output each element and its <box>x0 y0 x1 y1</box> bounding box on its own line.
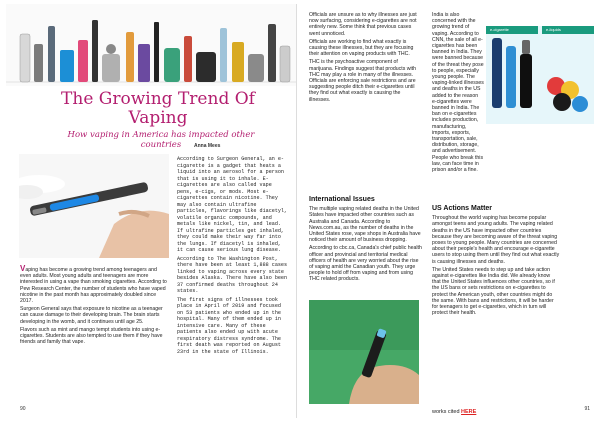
paragraph: Vaping has become a growing trend among teenagers and even adults. Most young adults and teenagers are more interested in using a vape than smoking cigarettes. According to Pew Research Center, the number of students who have vaped nicotine in the past month has approximately doubled since 2017. <box>20 264 167 305</box>
paragraph: India is also concerned with the growing trend of vaping. According to CNN, the sale of all e-cigarettes has been banned in India. They were banned because of the threat they pose to people, especially young people. The vaping-linked illnesses and deaths in the US added to the reason e-cigarettes were banned in India. The ban on e-cigarettes includes production, manufacturing, imports, exports, transportation, sale, distribution, storage, and advertisement. People who break this law, can face time in prison and/or a fine. <box>432 12 484 174</box>
section-heading-international: International Issues <box>309 196 375 203</box>
author-byline: Anna Mees <box>194 143 221 149</box>
paragraph: Officials are unsure as to why illnesses are just now surfacing, considering e-cigarettes are not entirely new. Some think that previous cases went unnoticed. <box>309 12 417 37</box>
hero-vape-illustration <box>6 4 296 86</box>
paragraph: According to The Washington Post, there have been at least 1,888 cases linked to vaping across every state besides Alaska. There have also been 37 confirmed deaths throughout 24 states. <box>177 255 288 294</box>
article-subtitle: How vaping in America has impacted other countries <box>67 130 255 150</box>
paragraph: The first signs of illnesses took place in April of 2019 and focused on 53 patients who ended up in the hospital. Many of them ended up in intensive care. Many of these patients also ended up with acute respiratory distress syndrome. The first death was reported on August 23rd in the state of Illinois. <box>177 296 281 355</box>
e-cig-photo <box>486 26 594 124</box>
tab-label: e-liquids <box>546 27 561 32</box>
title-line-1: The Growing Trend Of <box>61 89 255 109</box>
left-page <box>6 4 297 418</box>
right-column-1 <box>309 12 423 105</box>
paragraph: The multiple vaping related deaths in the United States have impacted other countries such as Australia and Canada. According to News.com.au, as the number of deaths in the United States rose, vape shops in Australia have noticed their amount of business dropping. <box>309 206 421 244</box>
works-cited <box>432 409 476 415</box>
section-heading-us-actions: US Actions Matter <box>432 205 493 212</box>
paragraph: According to cbc.ca, Canada's chief public health officer and provincial and territorial medical officers of health are very worried about the rise of vaping amid the Canadian youth. They urge people to hold off from vaping and from using THC related products. <box>309 245 422 283</box>
paragraph: Officials are working to find what exactly is causing these illnesses, but they are focusing their attention on vaping products with THC. <box>309 38 414 58</box>
right-column-4 <box>432 206 560 318</box>
right-page <box>299 4 594 418</box>
paragraph: The United States needs to step up and take action against e-cigarettes like India did. We already know that the United States influences other countries, so if the US bans or sets restrictions on e-cigarettes to protect the American youth, other countries might do the same. With bans and restrictions, it will be harder for teenagers to get e-cigarettes, which in turn will protect their health. <box>432 266 555 317</box>
works-cited-label: works cited <box>432 409 460 415</box>
tab-label: e-cigarette <box>490 27 509 32</box>
right-column-3 <box>432 12 484 175</box>
paragraph: Flavors such as mint and mango tempt students into using e-cigarettes. Students are also tempted to use them if they have friends and family that vape. <box>20 326 163 346</box>
vape-pen-photo <box>19 154 169 258</box>
drop-cap: V <box>20 264 26 273</box>
works-cited-link[interactable]: HERE <box>461 409 477 415</box>
page-number-right: 91 <box>584 406 590 412</box>
article-title <box>58 90 258 128</box>
paragraph: Throughout the world vaping has become popular amongst teens and young adults. The vaping related deaths in the US have impacted other countries because they are becoming aware of the threat vaping poses to young people. Many countries are concerned about their people's health and encourage e-cigarette users to stop using them until they find out what exactly is causing illnesses and deaths. <box>432 215 560 265</box>
title-line-2: Vaping <box>128 108 188 128</box>
paragraph: Surgeon General says that exposure to nicotine as a teenager can cause damage to their developing brain. The brain starts developing in the womb, and it continues until age 25. <box>20 306 163 325</box>
paragraph: THC is the psychoactive component of marijuana. Findings suggest that products with THC may play a role in many of the illnesses. Officials are enforcing sale restrictions and are suggesting people ditch their e-cigarettes until they find out what exactly is causing the illnesses. <box>309 59 416 103</box>
left-column-2 <box>177 156 289 357</box>
right-column-2 <box>309 197 423 285</box>
paragraph: According to Surgeon General, an e-cigarette is a gadget that heats a liquid into an aerosol for a person that is using it to inhale. E-cigarettes are also called vape pens, e-cigs, or mods. Most e-cigarettes contain nicotine. They may also contain ultrafine particles, flavorings like diacetyl, volatile organic compounds, and metals like nickel, tin, and lead. If ultrafine particles get inhaled, they could make their way far into the lungs. If diacetyl is inhaled, it can cause serious lung disease. <box>177 156 288 253</box>
left-column-1 <box>20 266 169 347</box>
page-number-left: 90 <box>20 406 26 412</box>
vape-photo-green <box>309 300 419 404</box>
